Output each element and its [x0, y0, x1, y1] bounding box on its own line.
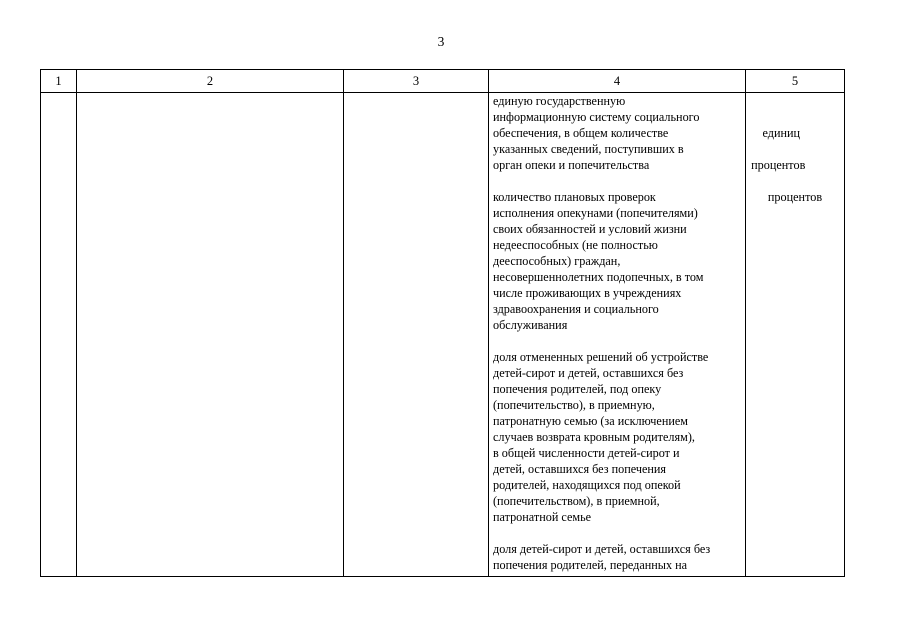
table-row: [41, 93, 845, 577]
indicator-line: орган опеки и попечительства: [493, 158, 650, 172]
unit-block: [746, 93, 844, 109]
indicator-name-cell: [489, 93, 746, 577]
cell-col3: [344, 93, 489, 577]
indicator-line: несовершеннолетних подопечных, в том: [493, 270, 704, 284]
column-header-1: 1: [41, 70, 77, 93]
unit-block: [746, 189, 844, 205]
indicator-block: [489, 93, 745, 173]
indicator-line: доля отмененных решений об устройстве: [493, 350, 709, 364]
column-header-3: 3: [344, 70, 489, 93]
indicator-line: (попечительством), в приемной,: [493, 494, 660, 508]
page-number: 3: [437, 34, 445, 49]
indicator-line: числе проживающих в учреждениях: [493, 286, 682, 300]
unit-cell: [746, 93, 845, 577]
indicator-line: указанных сведений, поступивших в: [493, 142, 684, 156]
indicator-line: попечения родителей, под опеку: [493, 382, 662, 396]
indicator-line: детей-сирот и детей, оставшихся без: [493, 366, 684, 380]
indicator-line: своих обязанностей и условий жизни: [493, 222, 687, 236]
unit-label: процентов: [751, 158, 806, 172]
unit-label: процентов: [767, 190, 823, 204]
indicator-line: недееспособных (не полностью: [493, 238, 658, 252]
indicator-line: обслуживания: [493, 318, 568, 332]
indicator-block: [489, 189, 745, 333]
cell-col2: [77, 93, 344, 577]
indicator-line: попечения родителей, переданных на: [493, 558, 688, 572]
unit-block: [746, 157, 844, 173]
indicator-block: [489, 349, 745, 525]
indicator-line: доля детей-сирот и детей, оставшихся без: [493, 542, 711, 556]
cell-col1: [41, 93, 77, 577]
indicator-line: обеспечения, в общем количестве: [493, 126, 669, 140]
indicators-table: [40, 69, 845, 577]
column-header-5: 5: [746, 70, 845, 93]
indicator-line: единую государственную: [493, 94, 626, 108]
indicator-line: (попечительство), в приемную,: [493, 398, 655, 412]
indicator-line: детей, оставшихся без попечения: [493, 462, 667, 476]
unit-block: [746, 125, 844, 141]
indicator-block: [489, 541, 745, 573]
indicator-line: исполнения опекунами (попечителями): [493, 206, 698, 220]
indicator-line: патронатной семье: [493, 510, 592, 524]
indicator-line: патронатную семью (за исключением: [493, 414, 688, 428]
indicator-line: родителей, находящихся под опекой: [493, 478, 681, 492]
indicator-line: дееспособных) граждан,: [493, 254, 621, 268]
indicator-line: здравоохранения и социального: [493, 302, 659, 316]
indicator-line: случаев возврата кровным родителям),: [493, 430, 695, 444]
indicator-line: в общей численности детей-сирот и: [493, 446, 680, 460]
indicator-line: информационную систему социального: [493, 110, 700, 124]
indicator-line: количество плановых проверок: [493, 190, 656, 204]
unit-label: единиц: [762, 126, 801, 140]
column-header-2: 2: [77, 70, 344, 93]
column-number-row: [41, 70, 845, 93]
column-header-4: 4: [489, 70, 746, 93]
